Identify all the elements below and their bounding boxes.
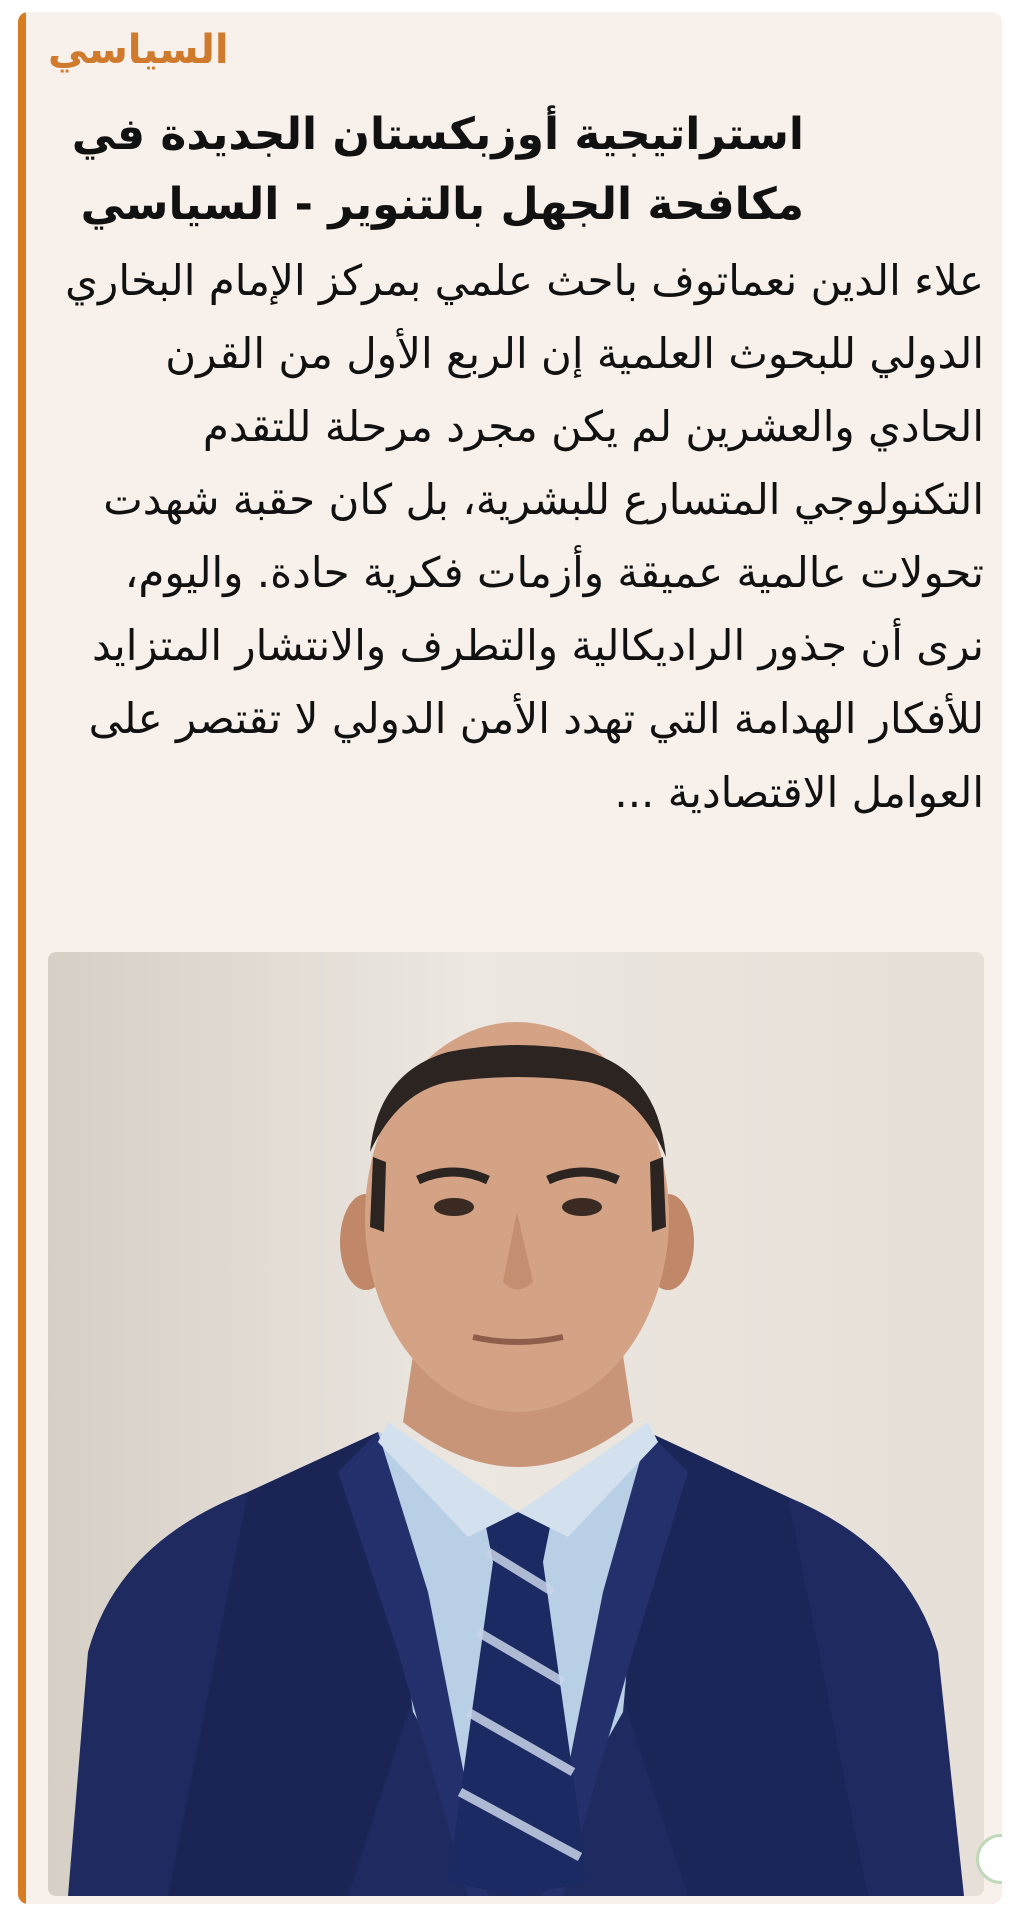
- portrait-photo[interactable]: [48, 952, 984, 1896]
- accent-bar: [18, 12, 26, 1904]
- site-name: السياسي: [48, 27, 229, 73]
- link-preview-card[interactable]: [18, 12, 1002, 1904]
- article-title[interactable]: استراتيجية أوزبكستان الجديدة في مكافحة الجهل بالتنوير - السياسي: [71, 109, 804, 231]
- article-excerpt: علاء الدين نعماتوف باحث علمي بمركز الإمام البخاري الدولي للبحوث العلمية إن الربع الأول من القرن الحادي والعشرين لم يكن مجرد مرحلة للتقدم التكنولوجي المتسارع للبشرية، بل كان حقبة شهدت تحولات عالمية عميقة وأزمات فكرية حادة. واليوم، نرى أن جذور الراديكالية والتطرف والانتشار المتزايد للأفكار الهدامة التي تهدد الأمن الدولي لا تقتصر على العوامل الاقتصادية ...: [65, 256, 984, 817]
- portrait-illustration: [48, 952, 984, 1896]
